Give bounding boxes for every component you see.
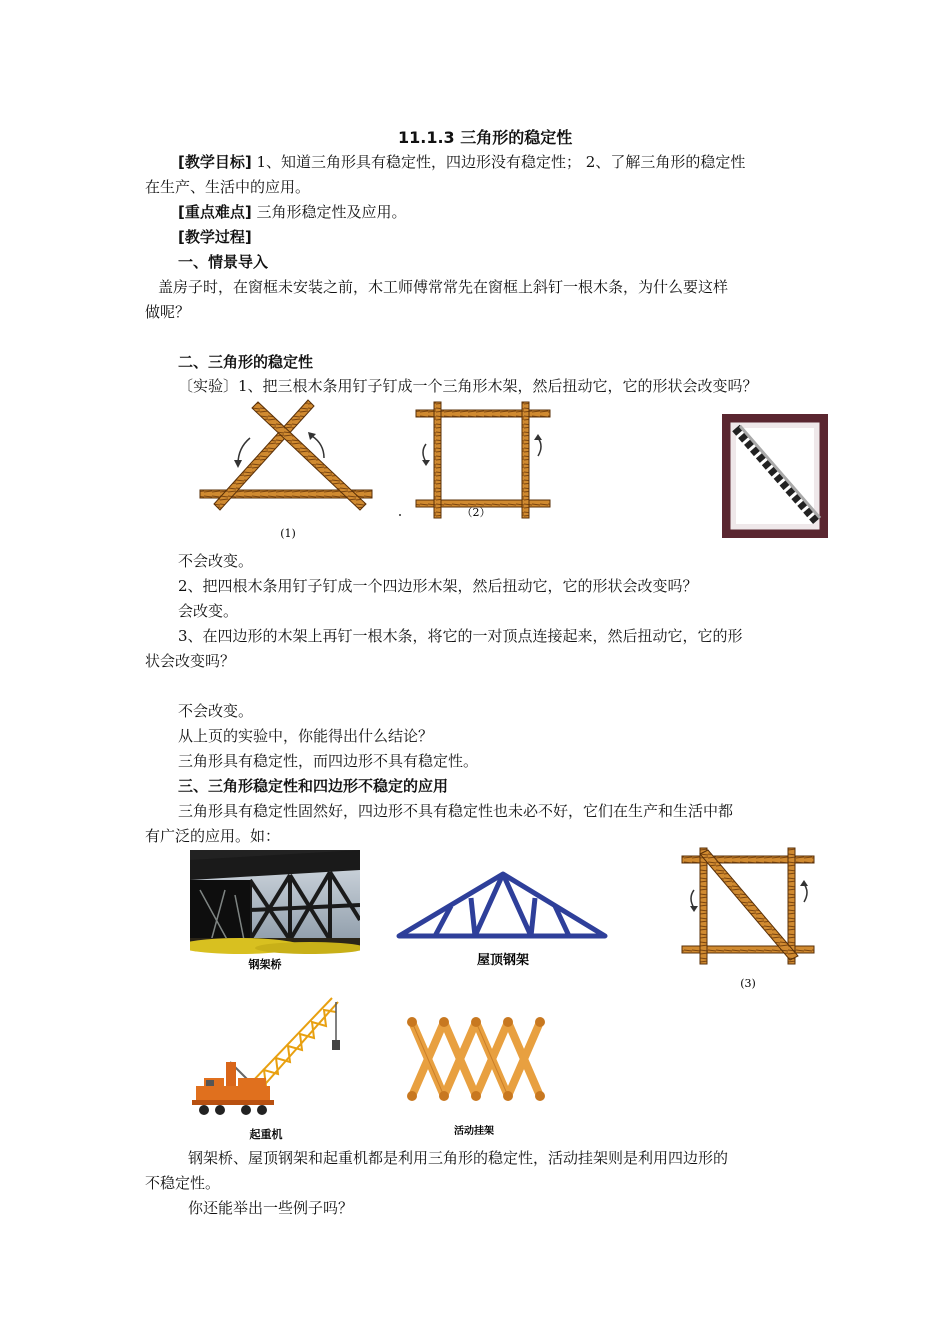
answer-2: 会改变。: [178, 602, 239, 620]
answer-3: 不会改变。: [178, 702, 254, 720]
triangle-wood-strips: [200, 400, 372, 510]
figure-3-caption: (3): [740, 977, 756, 990]
steel-bridge-photo: [190, 850, 360, 975]
experiment-2: 2、把四根木条用钉子钉成一个四边形木架，然后扭动它，它的形状会改变吗？: [178, 577, 698, 595]
rotate-arrow-left-icon: [423, 444, 426, 462]
diagonal-frame-thumbnail: [722, 414, 828, 538]
experiment-1: 〔实验〕1、把三根木条用钉子钉成一个三角形木架，然后扭动它，它的形状会改变吗？: [178, 377, 758, 395]
experiment-3: 3、在四边形的木架上再钉一根木条，将它的一对顶点连接起来，然后扭动它，它的形: [178, 627, 743, 645]
answer-1: 不会改变。: [178, 552, 254, 570]
section1-paragraph-2: 做呢？: [145, 303, 191, 321]
braced-square-wood-strips: [682, 848, 814, 964]
process-label: [教学过程]: [178, 228, 252, 246]
crane-figure: [190, 992, 345, 1142]
triangle-frame-figure: [196, 398, 381, 543]
rotate-arrow-right-icon: [538, 438, 541, 456]
braced-square-frame-figure: [676, 844, 821, 994]
figure-2-caption: （2）: [461, 506, 491, 519]
rotate-arrow-right-icon: [804, 884, 807, 902]
roof-truss-figure: [393, 868, 611, 968]
page-title: 11.1.3 三角形的稳定性: [398, 128, 573, 147]
roof-truss-frame: [399, 874, 605, 936]
section3-heading: 三、三角形稳定性和四边形不稳定的应用: [178, 777, 449, 795]
rotate-arrow-left-icon: [691, 890, 694, 908]
section1-paragraph: 盖房子时，在窗框未安装之前，木工师傅常常先在窗框上斜钉一根木条，为什么要这样: [158, 278, 729, 296]
objectives-line: [178, 152, 745, 172]
section2-heading: 二、三角形的稳定性: [178, 353, 314, 371]
objectives-text-2: 在生产、生活中的应用。: [145, 178, 311, 196]
square-wood-strips: [416, 402, 550, 518]
figure-1-caption: (1): [280, 527, 296, 540]
bridge-caption: 钢架桥: [248, 958, 282, 971]
question: 从上页的实验中，你能得出什么结论？: [178, 727, 434, 745]
section3-paragraph-2: 有广泛的应用。如：: [145, 827, 281, 845]
summary-line-2: 不稳定性。: [145, 1174, 221, 1192]
crane-boom: [250, 998, 338, 1090]
crane-caption: 起重机: [249, 1128, 283, 1141]
rack-slats: [412, 1022, 540, 1096]
roof-caption: 屋顶钢架: [476, 953, 530, 968]
section1-heading: 一、情景导入: [178, 253, 269, 271]
summary-line: 钢架桥、屋顶钢架和起重机都是利用三角形的稳定性，活动挂架则是利用四边形的: [188, 1149, 729, 1167]
experiment-3-cont: 状会改变吗？: [145, 652, 236, 670]
key-points-line: [178, 202, 407, 222]
key-points-text: 三角形稳定性及应用。: [251, 203, 407, 221]
key-points-label: [重点难点]: [178, 203, 252, 221]
square-frame-figure: [396, 398, 556, 523]
conclusion: 三角形具有稳定性，而四边形不具有稳定性。: [178, 752, 479, 770]
expandable-rack-figure: [400, 1004, 550, 1144]
section3-paragraph: 三角形具有稳定性固然好，四边形不具有稳定性也未必不好，它们在生产和生活中都: [178, 802, 734, 820]
rack-caption: 活动挂架: [454, 1126, 494, 1137]
closing-question: 你还能举出一些例子吗？: [188, 1199, 354, 1217]
objectives-text: 1、知道三角形具有稳定性，四边形没有稳定性； 2、了解三角形的稳定性: [251, 153, 746, 171]
objectives-label: [教学目标]: [178, 153, 252, 171]
